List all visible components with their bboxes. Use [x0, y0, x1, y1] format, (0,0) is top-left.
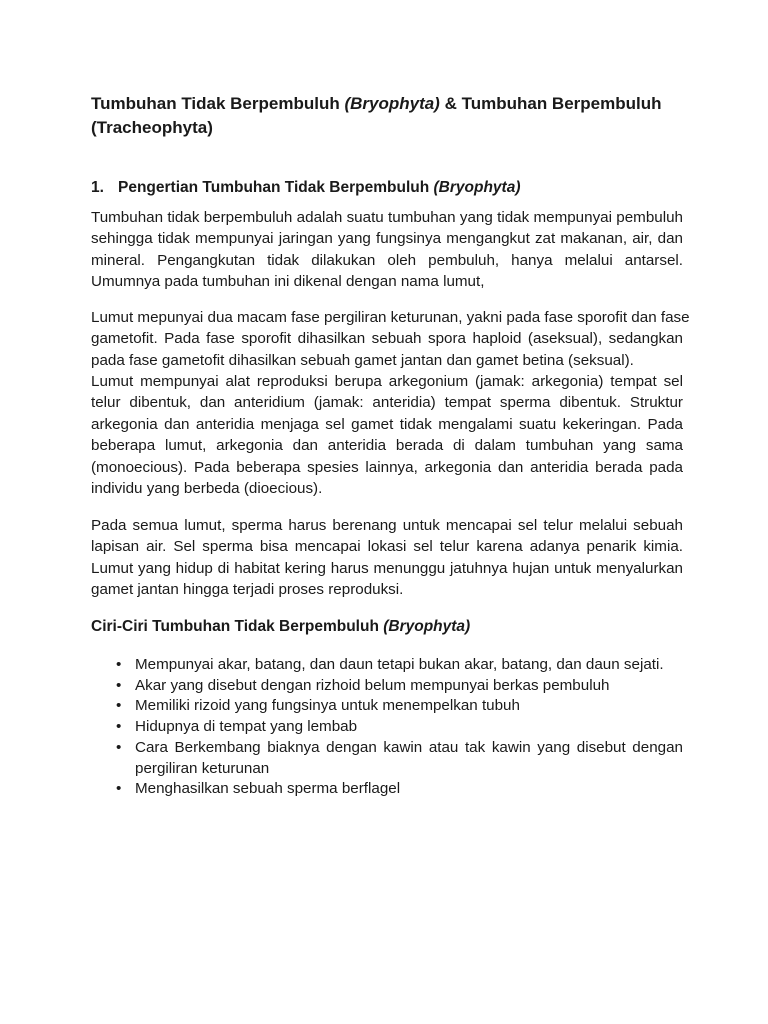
paragraph-line: Pada semua lumut, sperma harus berenang untuk mencapai sel telur melalui sebuah — [91, 517, 683, 534]
bullet-icon: • — [116, 718, 122, 736]
list-item — [91, 676, 683, 697]
section-number: 1. — [91, 179, 104, 196]
bullet-icon: • — [116, 697, 122, 715]
list-item — [91, 655, 683, 676]
bullet-icon: • — [116, 656, 122, 673]
list-item — [91, 779, 683, 800]
paragraph-line: Lumut yang hidup di habitat kering harus menunggu jatuhnya hujan untuk menyalurkan — [91, 559, 683, 577]
bullet-icon: • — [116, 738, 122, 756]
paragraph-3 — [91, 371, 683, 499]
paragraph-line: Umumnya pada tumbuhan ini dikenal dengan nama lumut, — [91, 273, 485, 291]
paragraph-line: mineral. Pengangkutan tidak dilakukan oleh pembuluh, hanya melalui antarsel. — [91, 251, 683, 269]
list-item-text: Mempunyai akar, batang, dan daun tetapi bukan akar, batang, dan daun sejati. — [135, 656, 664, 673]
paragraph-line: (monoecious). Pada beberapa spesies lainnya, arkegonia dan anteridia berada pada — [91, 458, 683, 476]
paragraph-line: individu yang berbeda (dioecious). — [91, 480, 323, 498]
paragraph-line: Lumut mempunyai alat reproduksi berupa arkegonium (jamak: arkegonia) tempat sel — [91, 373, 683, 390]
bullet-icon: • — [116, 780, 122, 798]
list-item-text: Menghasilkan sebuah sperma berflagel — [135, 780, 401, 798]
list-item-text: pergiliran keturunan — [135, 759, 270, 777]
paragraph-line: telur dibentuk, dan anteridium (jamak: anteridia) tempat sperma dibentuk. Struktur — [91, 394, 683, 412]
paragraph-1 — [91, 207, 683, 293]
paragraph-line: pada fase gametofit dihasilkan sebuah gamet jantan dan gamet betina (seksual). — [91, 351, 634, 369]
title-text: Tumbuhan Tidak Berpembuluh — [91, 94, 345, 113]
list-item — [91, 738, 683, 779]
section-heading-text: Ciri-Ciri Tumbuhan Tidak Berpembuluh — [91, 618, 384, 635]
list-item-text: Hidupnya di tempat yang lembab — [135, 718, 358, 736]
paragraph-line: gametofit. Pada fase sporofit dihasilkan sebuah spora haploid (aseksual), sedangkan — [91, 330, 683, 348]
paragraph-line: arkegonia dan anteridia menjaga sel gamet tidak mengalami suatu kekeringan. Pada — [91, 415, 683, 433]
section-heading-italic: (Bryophyta) — [433, 179, 521, 196]
section-1-heading — [91, 177, 683, 198]
list-item-text: Cara Berkembang biaknya dengan kawin atau tak kawin yang disebut dengan — [135, 738, 683, 756]
section-heading-text: Pengertian Tumbuhan Tidak Berpembuluh — [118, 179, 434, 196]
section-heading-italic: (Bryophyta) — [383, 618, 471, 635]
paragraph-line: sehingga tidak mempunyai jaringan yang fungsinya mengangkut zat makanan, air, dan — [91, 230, 683, 248]
list-item-text: Memiliki rizoid yang fungsinya untuk menempelkan tubuh — [135, 697, 520, 715]
characteristics-list — [91, 655, 683, 800]
list-item — [91, 717, 683, 738]
title-text-2: & Tumbuhan Berpembuluh — [439, 94, 662, 113]
paragraph-4 — [91, 515, 683, 601]
title-italic: (Bryophyta) — [344, 94, 440, 113]
paragraph-line: Lumut mepunyai dua macam fase pergiliran keturunan, yakni pada fase sporofit dan fase — [91, 309, 690, 326]
paragraph-line: Tumbuhan tidak berpembuluh adalah suatu tumbuhan yang tidak mempunyai pembuluh — [91, 209, 683, 226]
paragraph-line: beberapa lumut, arkegonia dan anteridia berada di dalam tumbuhan yang sama — [91, 437, 683, 455]
paragraph-line: lapisan air. Sel sperma bisa mencapai lokasi sel telur karena adanya penarik kimia. — [91, 538, 683, 556]
paragraph-line: gamet jantan hingga terjadi proses reproduksi. — [91, 581, 404, 599]
paragraph-2 — [91, 307, 690, 371]
title-line-2: (Tracheophyta) — [91, 118, 213, 137]
list-item-text: Akar yang disebut dengan rizhoid belum mempunyai berkas pembuluh — [135, 676, 610, 694]
document-title — [91, 92, 683, 140]
section-2-heading — [91, 616, 683, 637]
list-item — [91, 696, 683, 717]
bullet-icon: • — [116, 676, 122, 694]
